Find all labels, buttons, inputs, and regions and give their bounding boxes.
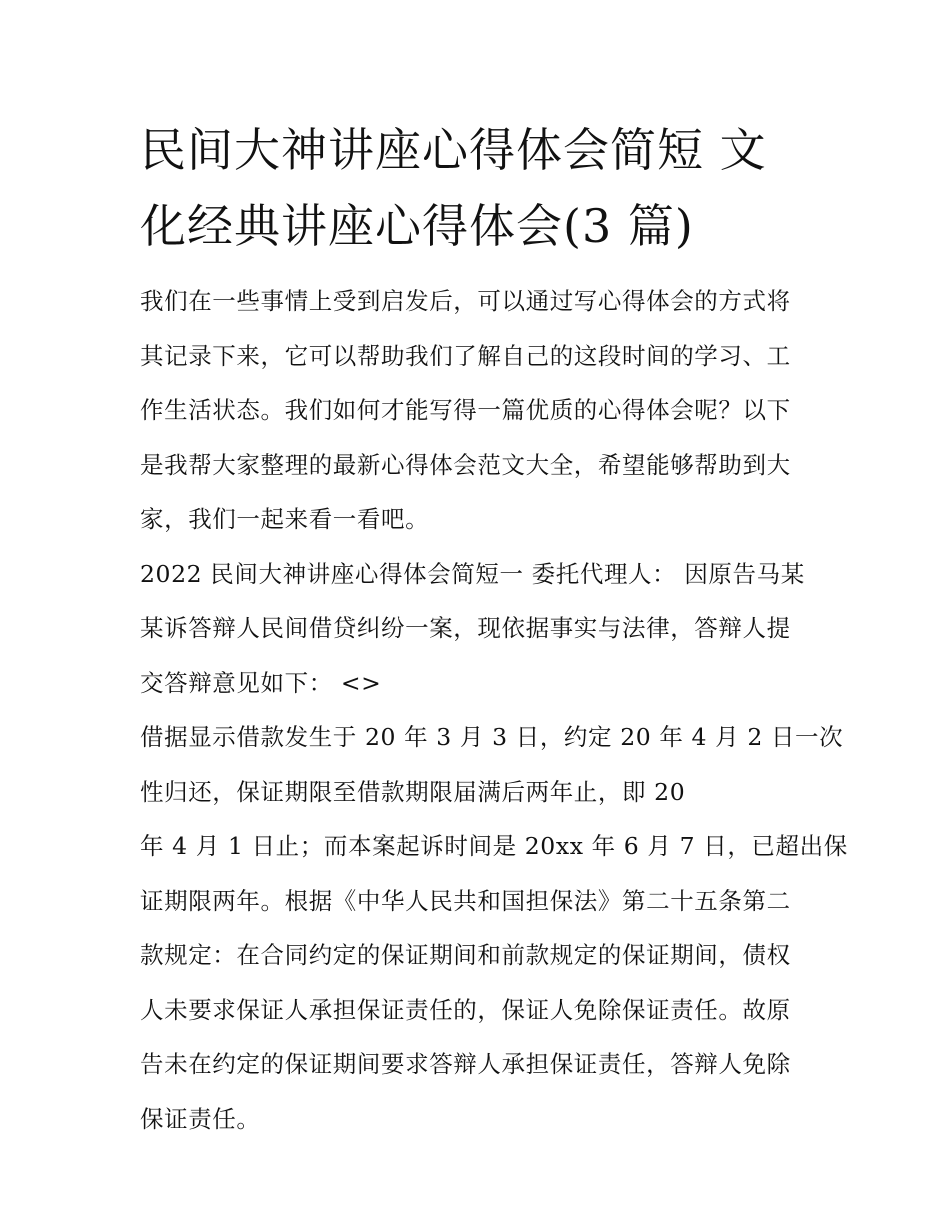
body-line: 年 4 月 1 日止；而本案起诉时间是 20xx 年 6 月 7 日，已超出保: [140, 832, 848, 860]
body-line: 性归还，保证期限至借款期限届满后两年止，即 20: [140, 777, 686, 806]
document-title: [140, 112, 820, 264]
body-line: 其记录下来，它可以帮助我们了解自己的这段时间的学习、工: [140, 341, 791, 370]
body-line: 款规定：在合同约定的保证期间和前款规定的保证期间，债权: [140, 941, 791, 969]
body-line: 告未在约定的保证期间要求答辩人承担保证责任，答辩人免除: [140, 1050, 791, 1078]
body-line: 某诉答辩人民间借贷纠纷一案，现依据事实与法律，答辩人提: [140, 614, 791, 642]
document-body: [140, 274, 848, 1146]
body-line: 家，我们一起来看一看吧。: [140, 505, 430, 533]
body-line: 我们在一些事情上受到启发后，可以通过写心得体会的方式将: [140, 287, 791, 315]
body-line: 证期限两年。根据《中华人民共和国担保法》第二十五条第二: [140, 886, 791, 915]
body-line: 借据显示借款发生于 20 年 3 月 3 日，约定 20 年 4 月 2 日一次: [140, 723, 844, 751]
title-line-2: 化经典讲座心得体会(3 篇): [140, 199, 694, 253]
body-line: 是我帮大家整理的最新心得体会范文大全，希望能够帮助到大: [140, 450, 791, 479]
body-line: 人未要求保证人承担保证责任的，保证人免除保证责任。故原: [140, 995, 791, 1024]
body-line: 交答辩意见如下： <>: [140, 668, 382, 697]
title-line-1: 民间大神讲座心得体会简短 文: [140, 123, 767, 177]
body-line: 作生活状态。我们如何才能写得一篇优质的心得体会呢？以下: [140, 396, 791, 424]
body-line: 2022 民间大神讲座心得体会简短一 委托代理人： 因原告马某: [140, 559, 805, 588]
body-line: 保证责任。: [140, 1104, 261, 1133]
